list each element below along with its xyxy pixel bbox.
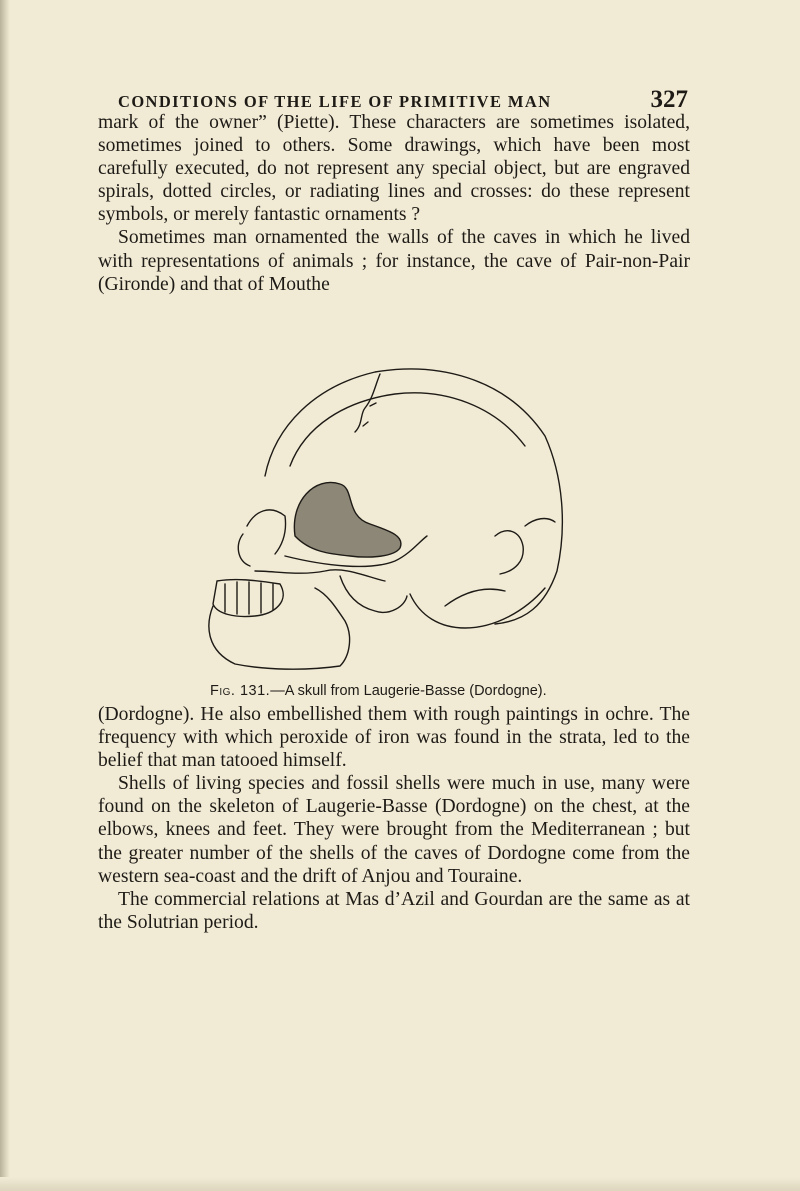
skull-illustration [195,366,575,678]
paragraph: The commercial relations at Mas d’Azil and Gourdan are the same as at the Solutrian period. [98,888,690,933]
figure-caption [210,683,630,699]
text-block-top [98,111,690,296]
skull-inner-vault [290,393,525,466]
page-number: 327 [650,86,688,113]
mandible [209,588,350,669]
page-bottom-edge [0,1177,800,1191]
paragraph: Sometimes man ornamented the walls of the caves in which he lived with representations of animals ; for instance, the cave of Pair-non-Pair (Gironde) and that of Mouthe [98,227,690,295]
running-head: CONDITIONS OF THE LIFE OF PRIMITIVE MAN [118,92,552,111]
orbit [294,483,401,558]
ear-region [340,576,407,612]
paragraph: Shells of living species and fossil shells were much in use, many were found on the skeleton of Laugerie-Basse (Dordogne) on the chest, at the elbows, knees and feet. They were brought from the Mediterranean ; but the greater number of the shells of the caves of Dordogne come from the western sea-coast and the drift of Anjou and Touraine. [98,773,690,887]
brow-ridge [247,510,286,554]
paragraph: (Dordogne). He also embellished them with rough paintings in ochre. The frequency with which peroxide of iron was found in the strata, led to the belief that man tatooed himself. [98,704,690,772]
figure-label: Fig. 131. [210,683,271,699]
paragraph: mark of the owner” (Piette). These characters are sometimes isolated, sometimes joined to others. Some drawings, which have been most carefully executed, do not represent any special object, but are engraved spirals, dotted circles, or radiating lines and crosses: do these represent symbols, or merely fantastic ornaments ? [98,112,690,226]
figure-caption-text: —A skull from Laugerie-Basse (Dordogne). [270,683,547,699]
text-block-bottom [98,703,690,934]
page-gutter-shadow [0,0,10,1191]
skull-figure [195,366,575,678]
